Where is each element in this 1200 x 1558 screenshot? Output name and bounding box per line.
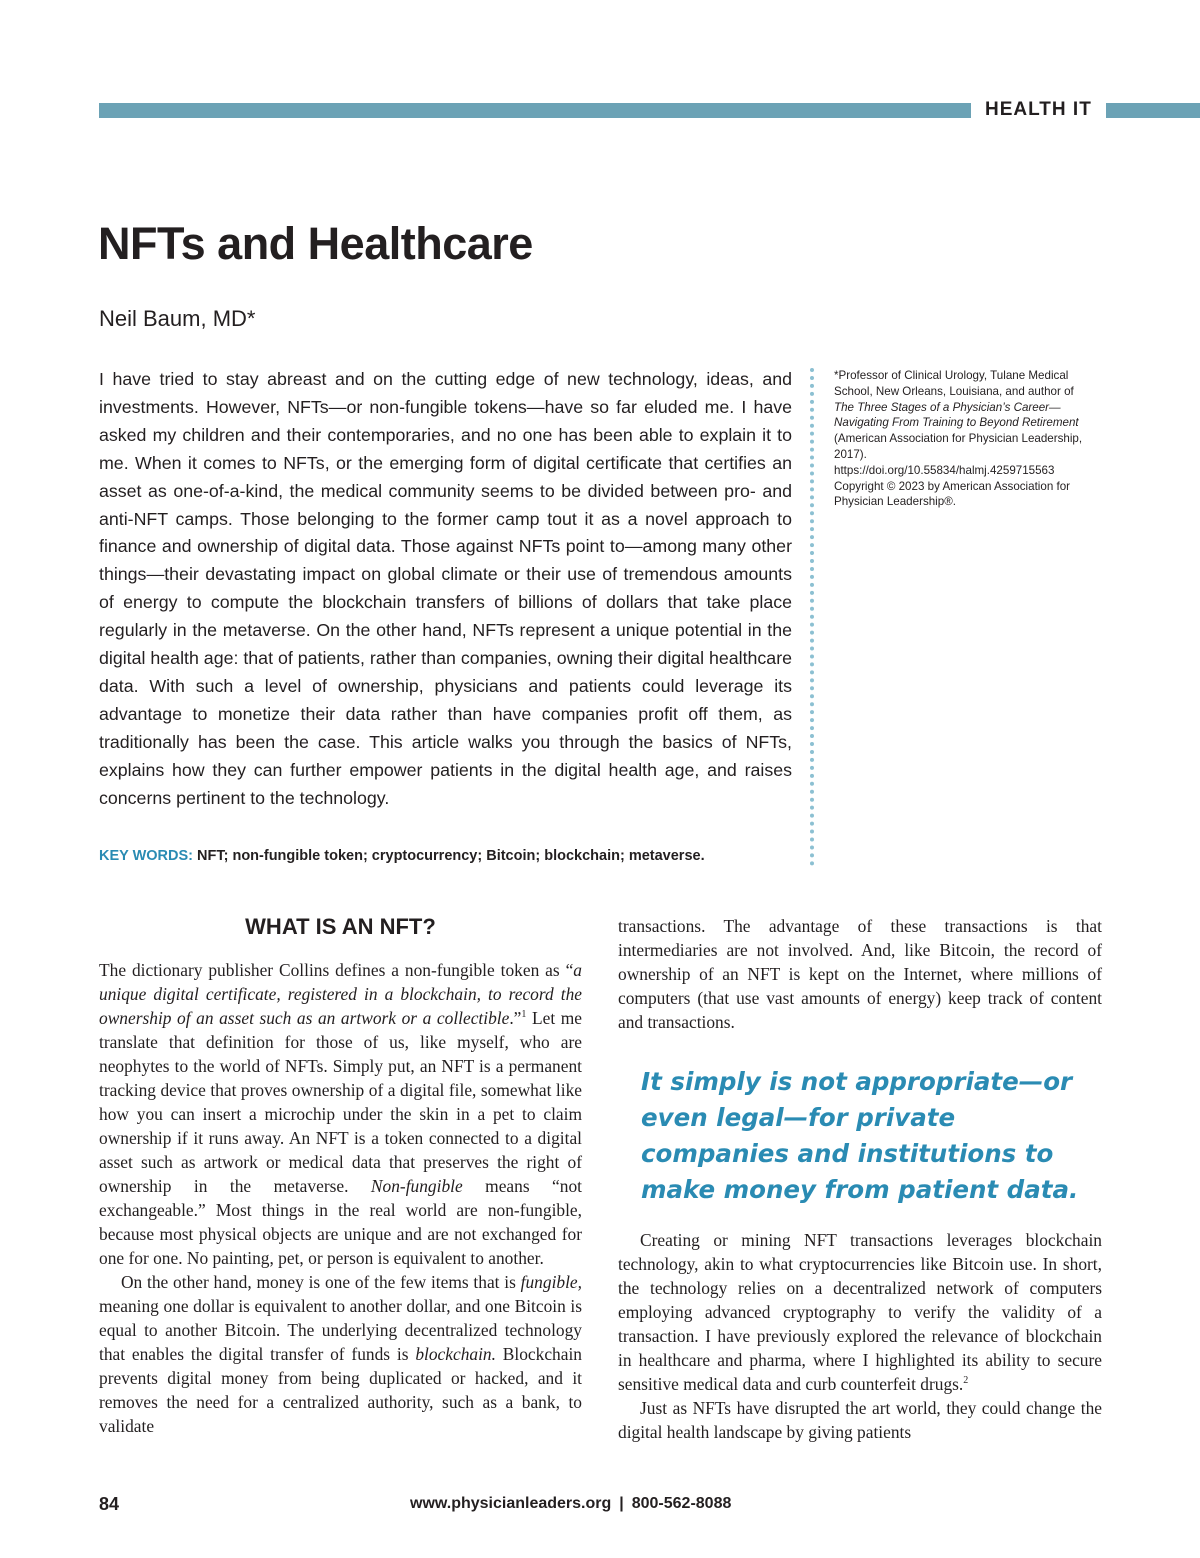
dotted-divider xyxy=(810,368,816,866)
p2-text-a: On the other hand, money is one of the few items that is xyxy=(121,1272,521,1292)
reference-1: 1 xyxy=(521,1009,527,1021)
p1-text-d: means “not exchangeable.” Most things in the real world are non-fungible, because most physical objects are unique and are not exchanged for one for one. No painting, pet, or person is equivalent to another. xyxy=(99,1176,582,1268)
footnote-publisher: (American Association for Physician Leadership, 2017). xyxy=(834,432,1083,461)
article-title: NFTs and Healthcare xyxy=(98,218,533,269)
pull-quote: It simply is not appropriate—or even legal—for private companies and institutions to make money from patient data. xyxy=(641,1067,1079,1204)
footnote-doi: https://doi.org/10.55834/halmj.4259715563 xyxy=(834,463,1055,477)
body-paragraph xyxy=(99,958,582,1270)
p1-text-c: Let me translate that definition for those of us, like myself, who are neophytes to the world of NFTs. Simply put, an NFT is a permanent tracking device that proves ownership of a digital file, somewhat like how you can insert a microchip under the skin in a pet to claim ownership if it runs away. An NFT is a token connected to a digital asset such as artwork or medical data that preserves the right of ownership in the metaverse. xyxy=(99,1008,582,1196)
p2-text-c: Blockchain prevents digital money from being duplicated or hacked, and it removes the need for a centralized authority, such as a bank, to validate xyxy=(99,1344,582,1436)
body-paragraph xyxy=(99,1270,582,1438)
section-heading: WHAT IS AN NFT? xyxy=(245,914,436,939)
section-label: HEALTH IT xyxy=(985,99,1092,120)
body-column-left xyxy=(99,958,582,1438)
article-author: Neil Baum, MD* xyxy=(99,306,256,331)
p2-term-2: blockchain. xyxy=(415,1344,496,1364)
reference-2: 2 xyxy=(963,1375,969,1387)
keywords xyxy=(99,848,799,864)
body-column-right-top xyxy=(618,914,1102,1034)
header-rule-left xyxy=(99,103,971,118)
footer-website[interactable]: www.physicianleaders.org xyxy=(410,1495,612,1512)
p2-text-b: meaning one dollar is equivalent to another dollar, and one Bitcoin is equal to another Bitcoin. The underlying decentralized technology that enables the digital transfer of funds is xyxy=(99,1296,582,1364)
keywords-list: NFT; non-fungible token; cryptocurrency; Bitcoin; blockchain; metaverse. xyxy=(197,848,705,864)
author-footnote xyxy=(834,368,1096,510)
body-column-right-bottom xyxy=(618,1228,1102,1444)
p2-term: fungible, xyxy=(520,1272,582,1292)
footnote-book-title: The Three Stages of a Physician’s Career—Navigating From Training to Beyond Retirement xyxy=(834,400,1079,430)
footer xyxy=(410,1495,731,1513)
header-rule-right xyxy=(1106,103,1200,118)
p1-text-b: .” xyxy=(509,1008,522,1028)
body-paragraph: transactions. The advantage of these transactions is that intermediaries are not involved. And, like Bitcoin, the record of ownership of an NFT is kept on the Internet, where millions of computers (that use vast amounts of energy) keep track of content and transactions. xyxy=(618,916,1102,1032)
footer-phone: 800-562-8088 xyxy=(631,1495,732,1512)
p1-term: Non-fungible xyxy=(370,1176,463,1196)
footnote-copyright: Copyright © 2023 by American Association for Physician Leadership®. xyxy=(834,479,1071,509)
footnote-lead: *Professor of Clinical Urology, Tulane Medical School, New Orleans, Louisiana, and author of xyxy=(834,369,1074,398)
p1-quote: a unique digital certificate, registered in a blockchain, to record the ownership of an asset such as an artwork or a collectible xyxy=(99,960,582,1028)
body-paragraph xyxy=(618,1228,1102,1396)
abstract: I have tried to stay abreast and on the cutting edge of new technology, ideas, and investments. However, NFTs—or non-fungible tokens—have so far eluded me. I have asked my children and their contemporaries, and no one has been able to explain it to me. When it comes to NFTs, or the emerging form of digital certificate that certifies an asset as one-of-a-kind, the medical community seems to be divided between pro- and anti-NFT camps. Those belonging to the former camp tout it as a novel approach to finance and ownership of digital data. Those against NFTs point to—among many other things—their devastating impact on global climate or their use of tremendous amounts of energy to compute the blockchain transfers of billions of dollars that take place regularly in the metaverse. On the other hand, NFTs represent a unique potential in the digital health age: that of patients, rather than companies, owning their digital healthcare data. With such a level of ownership, physicians and patients could leverage its advantage to monetize their data rather than have companies profit off them, as traditionally has been the case. This article walks you through the basics of NFTs, explains how they can further empower patients in the digital health age, and raises concerns pertinent to the technology. xyxy=(99,369,792,808)
footer-separator: | xyxy=(619,1495,624,1512)
p3-text: Creating or mining NFT transactions leverages blockchain technology, akin to what cryptocurrencies like Bitcoin use. In short, the technology relies on a decentralized network of computers employing advanced cryptography to verify the validity of a transaction. I have previously explored the relevance of blockchain in healthcare and pharma, where I highlighted its ability to secure sensitive medical data and curb counterfeit drugs. xyxy=(618,1230,1102,1394)
page-number: 84 xyxy=(99,1494,120,1514)
p1-text-a: The dictionary publisher Collins defines a non-fungible token as “ xyxy=(99,960,574,980)
body-paragraph: Just as NFTs have disrupted the art world, they could change the digital health landscape by giving patients xyxy=(618,1398,1102,1442)
keywords-label: KEY WORDS: xyxy=(99,848,193,864)
